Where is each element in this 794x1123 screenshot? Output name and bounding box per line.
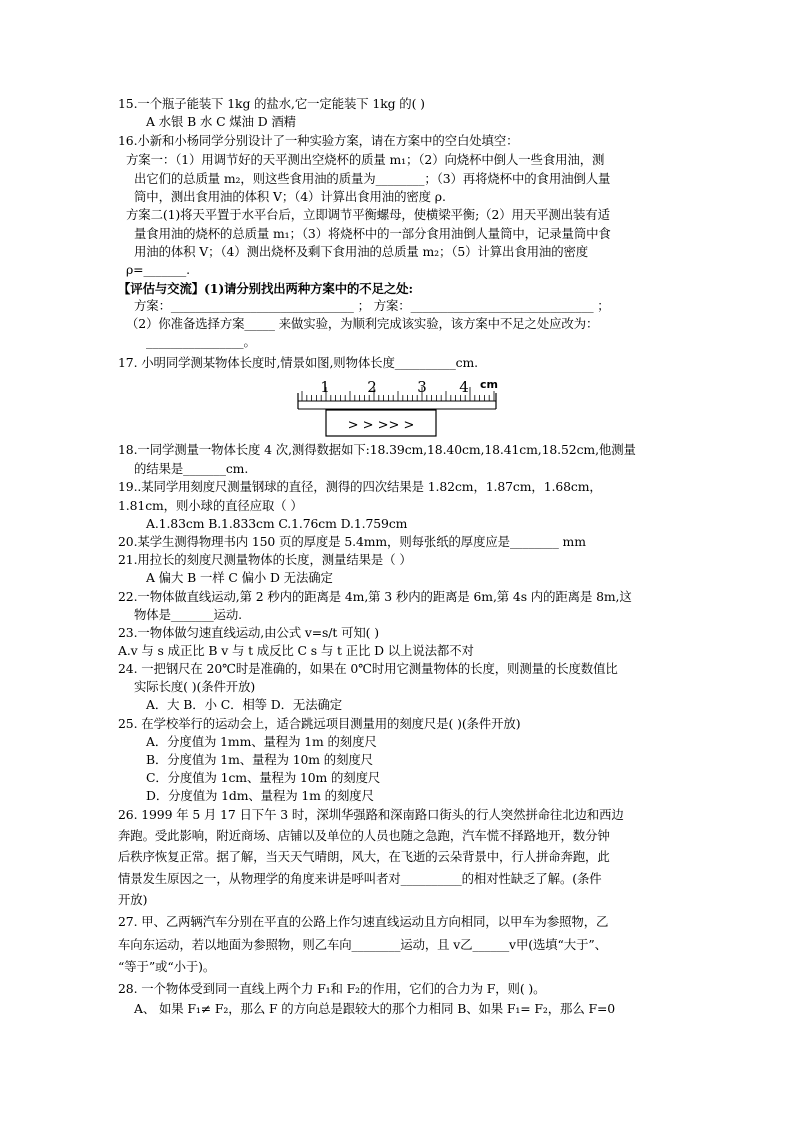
question-24-cont: 实际长度( )(条件开放) xyxy=(134,679,256,694)
question-21-options: A 偏大 B 一样 C 偏小 D 无法确定 xyxy=(146,570,333,585)
question-19: 19..某同学用刻度尺测量钢球的直径，测得的四次结果是 1.82cm，1.87cm，1.68cm， xyxy=(118,479,602,494)
question-25: 25. 在学校举行的运动会上，适合跳远项目测量用的刻度尺是( )(条件开放) xyxy=(118,716,521,731)
question-15: 15.一个瓶子能装下 1kg 的盐水,它一定能装下 1kg 的( ) xyxy=(118,96,425,111)
question-18-cont: 的结果是_______cm. xyxy=(134,461,249,476)
plan-1-line-1: 方案一：（1）用调节好的天平测出空烧杯的质量 m₁；（2）向烧杯中倒人一些食用油，测 xyxy=(126,152,605,167)
question-25-option-b: B．分度值为 1m、量程为 10m 的刻度尺 xyxy=(146,752,373,767)
question-25-option-a: A．分度值为 1mm、量程为 1m 的刻度尺 xyxy=(146,734,377,749)
ruler-number-1: 1 xyxy=(320,378,330,396)
question-15-options: A 水银 B 水 C 煤油 D 酒精 xyxy=(146,114,296,129)
evaluation-blanks: 方案：______________________________ ； 方案：______________________________ ； xyxy=(134,298,610,313)
question-27-line-1: 27. 甲、乙两辆汽车分别在平直的公路上作匀速直线运动且方向相同，以甲车为参照物，乙 xyxy=(118,914,609,929)
question-22: 22.一物体做直线运动,第 2 秒内的距离是 4m,第 3 秒内的距离是 6m,第 4s 内的距离是 8m,这 xyxy=(118,589,632,604)
evaluation-choice-blank: ________________。 xyxy=(146,334,256,349)
question-24: 24. 一把钢尺在 20℃时是准确的，如果在 0℃时用它测量物体的长度，则测量的长度数值比 xyxy=(118,661,618,676)
ruler-number-4: 4 xyxy=(459,378,469,396)
evaluation-heading: 【评估与交流】(1)请分别找出两种方案中的不足之处: xyxy=(118,281,413,296)
question-26-line-5: 开放) xyxy=(118,892,148,907)
question-21: 21.用拉长的刻度尺测量物体的长度，测量结果是（ ） xyxy=(118,552,412,567)
evaluation-choice: （2）你准备选择方案_____ 来做实验，为顺利完成该实验，该方案中不足之处应改为： xyxy=(126,316,599,331)
ruler-unit: cm xyxy=(480,378,498,391)
question-19-options: A.1.83cm B.1.833cm C.1.76cm D.1.759cm xyxy=(146,516,408,531)
ruler-figure xyxy=(292,373,502,443)
question-19-cont: 1.81cm，则小球的直径应取（ ） xyxy=(118,498,303,513)
question-26-line-1: 26. 1999 年 5 月 17 日下午 3 时，深圳华强路和深南路口街头的行人突然拼命往北边和西边 xyxy=(118,807,624,822)
plan-1-line-3: 筒中，测出食用油的体积 V；（4）计算出食用油的密度 ρ. xyxy=(134,189,446,204)
question-26-line-2: 奔跑。受此影响，附近商场、店铺以及单位的人员也随之急跑，汽车慌不择路地开，数分钟 xyxy=(118,828,610,843)
question-18: 18.一同学测量一物体长度 4 次,测得数据如下:18.39cm,18.40cm,18.41cm,18.52cm,他测量 xyxy=(118,442,636,457)
question-28: 28. 一个物体受到同一直线上两个力 F₁和 F₂的作用，它们的合力为 F，则( )。 xyxy=(118,981,546,996)
plan-2-line-4: ρ=_______. xyxy=(126,262,190,277)
question-26-line-4: 情景发生原因之一，从物理学的角度来讲是呼叫者对__________的相对性缺乏了解。(条件 xyxy=(118,871,602,886)
plan-2-line-1: 方案二(1)将天平置于水平台后，立即调节平衡螺母，使横梁平衡;（2）用天平测出装有适 xyxy=(126,207,610,222)
plan-1-line-2: 出它们的总质量 m₂，则这些食用油的质量为________；（3）再将烧杯中的食用油倒人量 xyxy=(134,171,611,186)
question-25-option-c: C．分度值为 1cm、量程为 10m 的刻度尺 xyxy=(146,770,381,785)
question-22-cont: 物体是_______运动. xyxy=(134,607,242,622)
question-27-line-3: “等于”或“小于)。 xyxy=(118,959,216,974)
ruler-number-2: 2 xyxy=(367,378,377,396)
object-marks: > > >> > xyxy=(347,418,415,433)
question-17: 17. 小明同学测某物体长度时,情景如图,则物体长度__________cm. xyxy=(118,355,479,370)
question-23: 23.一物体做匀速直线运动,由公式 v=s/t 可知( ) xyxy=(118,625,379,640)
question-24-options: A．大 B．小 C．相等 D．无法确定 xyxy=(146,697,343,712)
question-16: 16.小新和小杨同学分别设计了一种实验方案，请在方案中的空白处填空： xyxy=(118,133,519,148)
question-28-options: A、 如果 F₁≠ F₂，那么 F 的方向总是跟较大的那个力相同 B、如果 F₁= F₂，那么 F=0 xyxy=(134,1001,616,1016)
plan-2-line-3: 用油的体积 V；（4）测出烧杯及剩下食用油的总质量 m₂；（5）计算出食用油的密度 xyxy=(134,244,589,259)
question-26-line-3: 后秩序恢复正常。据了解，当天天气晴朗，风大，在飞逝的云朵背景中，行人拼命奔跑，此 xyxy=(118,849,610,864)
question-27-line-2: 车向东运动，若以地面为参照物，则乙车向________运动，且 v乙______v甲(选填“大于”、 xyxy=(118,937,607,952)
ruler-number-3: 3 xyxy=(417,378,427,396)
question-25-option-d: D．分度值为 1dm、量程为 1m 的刻度尺 xyxy=(146,788,374,803)
plan-2-line-2: 量食用油的烧杯的总质量 m₁；（3）将烧杯中的一部分食用油倒人量筒中，记录量筒中食 xyxy=(134,226,611,241)
question-20: 20.某学生测得物理书内 150 页的厚度是 5.4mm，则每张纸的厚度应是________ mm xyxy=(118,534,586,549)
question-23-options: A.v 与 s 成正比 B v 与 t 成反比 C s 与 t 正比 D 以上说法都不对 xyxy=(118,643,474,658)
